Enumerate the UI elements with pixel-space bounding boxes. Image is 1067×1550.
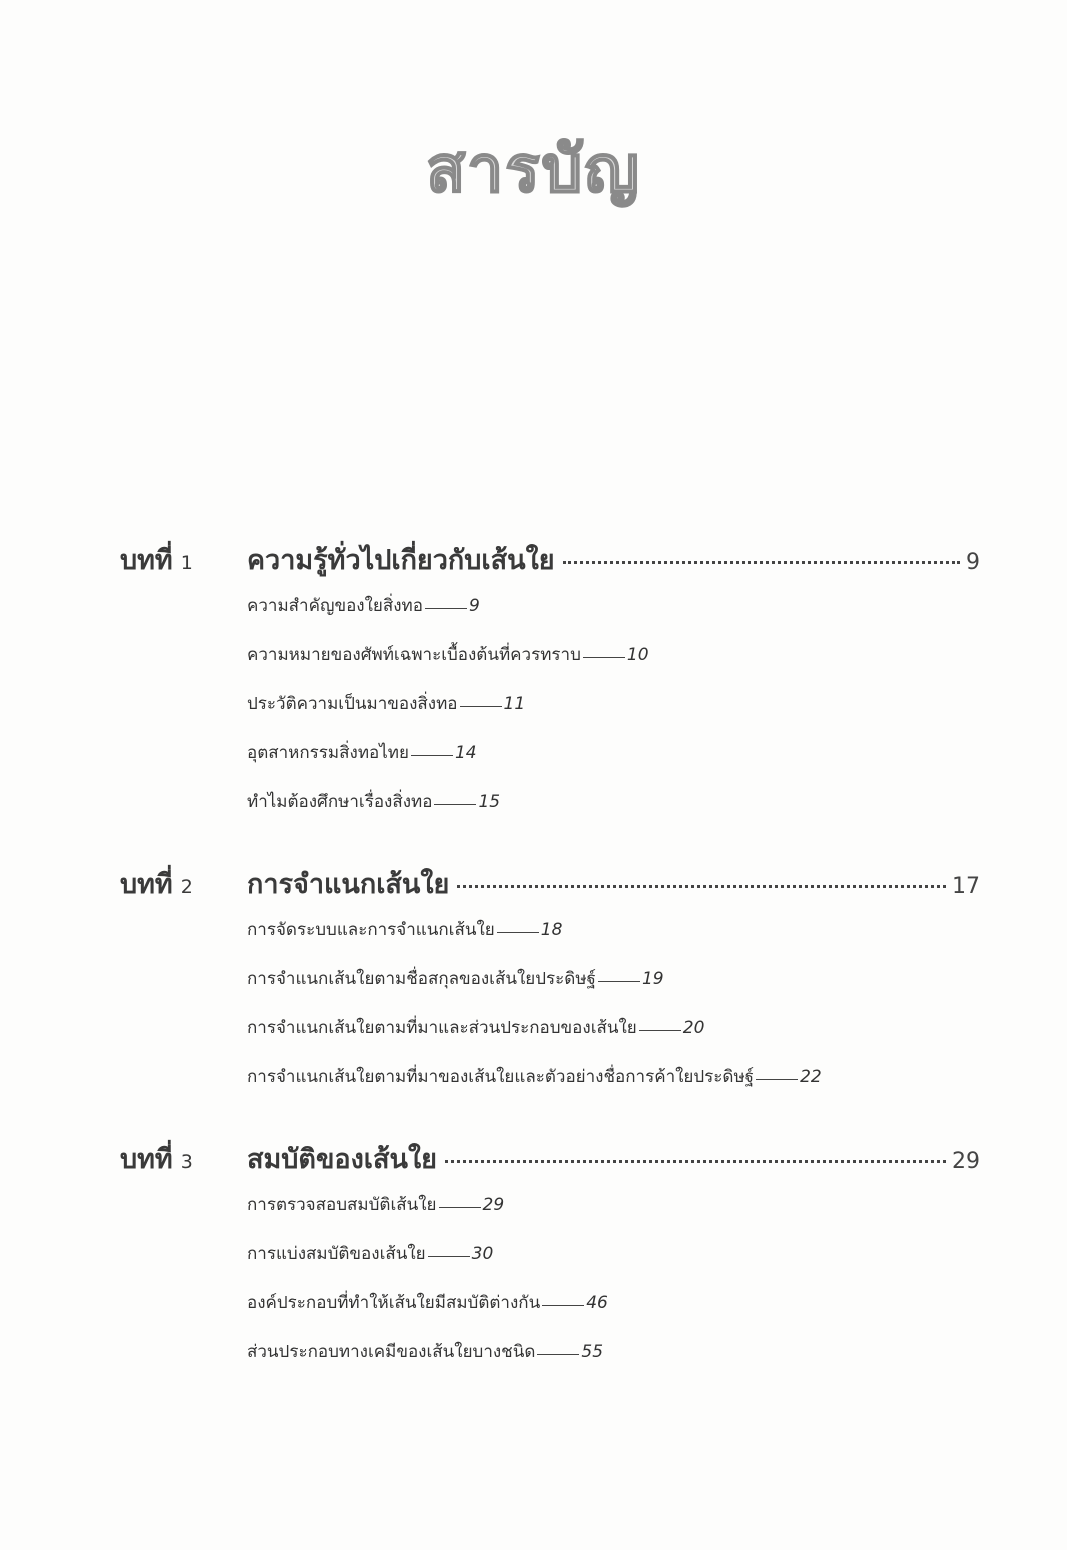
chapter-heading <box>120 862 980 902</box>
dot-leader <box>445 1160 946 1163</box>
toc-entry <box>247 788 980 837</box>
toc-entry <box>247 1014 980 1063</box>
entry-text: ความหมายของศัพท์เฉพาะเบื้องต้นที่ควรทราบ <box>247 645 581 665</box>
page-title: สารบัญ <box>426 133 641 207</box>
toc-entry <box>247 965 980 1014</box>
entry-page-number: 11 <box>503 694 526 714</box>
chapter-page-number: 9 <box>966 550 980 575</box>
entry-text: ทำไมต้องศึกษาเรื่องสิ่งทอ <box>247 792 433 812</box>
toc-entry <box>247 1338 980 1387</box>
entry-page-number: 18 <box>540 920 563 940</box>
entry-leader-line <box>542 1305 584 1306</box>
toc-entry <box>247 1289 980 1338</box>
toc-chapter-2 <box>120 862 980 1112</box>
entry-leader-line <box>639 1030 681 1031</box>
entry-page-number: 30 <box>471 1244 494 1264</box>
chapter-page-number: 29 <box>952 1149 980 1174</box>
entry-page-number: 10 <box>626 645 649 665</box>
entry-leader-line <box>598 981 640 982</box>
chapter-number-value: 3 <box>180 1151 193 1173</box>
entry-page-number: 14 <box>454 743 477 763</box>
entry-leader-line <box>537 1354 579 1355</box>
entry-text: การจำแนกเส้นใยตามที่มาและส่วนประกอบของเส้นใย <box>247 1018 637 1038</box>
section-list <box>247 916 980 1112</box>
toc-entry <box>247 739 980 788</box>
dot-leader <box>457 885 946 888</box>
entry-page-number: 22 <box>800 1067 822 1087</box>
entry-text: การจำแนกเส้นใยตามชื่อสกุลของเส้นใยประดิษฐ์ <box>247 969 596 989</box>
toc-entry <box>247 916 980 965</box>
entry-text: การตรวจสอบสมบัติเส้นใย <box>247 1195 437 1215</box>
entry-page-number: 46 <box>586 1293 608 1313</box>
entry-leader-line <box>583 657 625 658</box>
toc-entry <box>247 641 980 690</box>
toc-entry <box>247 1240 980 1289</box>
entry-page-number: 15 <box>478 792 501 812</box>
chapter-heading <box>120 1137 980 1177</box>
chapter-title: การจำแนกเส้นใย <box>247 869 450 900</box>
entry-text: อุตสาหกรรมสิ่งทอไทย <box>247 743 409 763</box>
toc-chapter-1 <box>120 538 980 837</box>
entry-text: การแบ่งสมบัติของเส้นใย <box>247 1244 426 1264</box>
entry-page-number: 20 <box>682 1018 705 1038</box>
chapter-page-number: 17 <box>952 874 980 899</box>
chapter-number <box>120 538 247 581</box>
entry-leader-line <box>756 1079 798 1080</box>
toc-entry <box>247 690 980 739</box>
entry-text: ส่วนประกอบทางเคมีของเส้นใยบางชนิด <box>247 1342 536 1362</box>
chapter-number <box>120 1137 247 1180</box>
chapter-number-value: 2 <box>180 876 193 898</box>
entry-page-number: 19 <box>641 969 664 989</box>
toc-entry <box>247 1191 980 1240</box>
dot-leader <box>563 561 960 564</box>
entry-leader-line <box>434 804 476 805</box>
entry-leader-line <box>497 932 539 933</box>
entry-text: การจัดระบบและการจำแนกเส้นใย <box>247 920 495 940</box>
entry-leader-line <box>411 755 453 756</box>
chapter-label: บทที่ <box>120 869 173 900</box>
entry-page-number: 9 <box>468 596 480 616</box>
entry-leader-line <box>428 1256 470 1257</box>
chapter-number <box>120 862 247 905</box>
toc-chapter-3 <box>120 1137 980 1387</box>
chapter-heading <box>120 538 980 578</box>
entry-leader-line <box>425 608 467 609</box>
entry-leader-line <box>460 706 502 707</box>
entry-text: ความสำคัญของใยสิ่งทอ <box>247 596 423 616</box>
chapter-label: บทที่ <box>120 545 173 576</box>
chapter-title: สมบัติของเส้นใย <box>247 1144 437 1175</box>
chapter-label: บทที่ <box>120 1144 173 1175</box>
entry-text: ประวัติความเป็นมาของสิ่งทอ <box>247 694 458 714</box>
toc-entry <box>247 592 980 641</box>
entry-page-number: 55 <box>581 1342 604 1362</box>
chapter-title: ความรู้ทั่วไปเกี่ยวกับเส้นใย <box>247 545 555 576</box>
entry-text: องค์ประกอบที่ทำให้เส้นใยมีสมบัติต่างกัน <box>247 1293 541 1313</box>
section-list <box>247 1191 980 1387</box>
entry-text: การจำแนกเส้นใยตามที่มาของเส้นใยและตัวอย่างชื่อการค้าใยประดิษฐ์ <box>247 1067 755 1087</box>
entry-leader-line <box>439 1207 481 1208</box>
chapter-number-value: 1 <box>180 552 193 574</box>
entry-page-number: 29 <box>482 1195 505 1215</box>
toc-entry <box>247 1063 980 1112</box>
section-list <box>247 592 980 837</box>
